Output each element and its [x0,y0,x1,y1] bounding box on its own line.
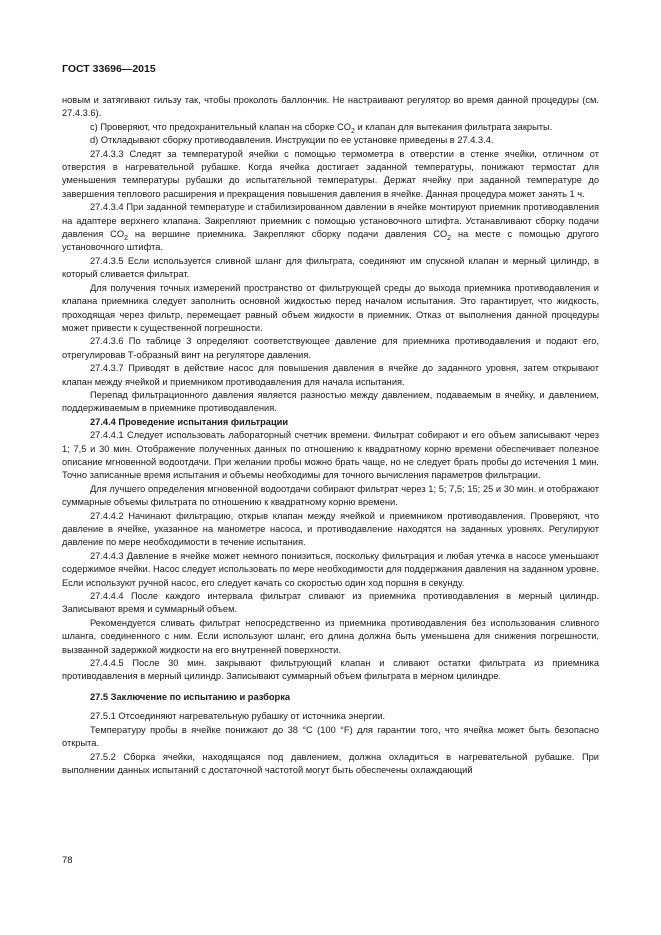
document-body [62,94,599,777]
paragraph: Для лучшего определения мгновенной водоотдачи собирают фильтрат через 1; 5; 7,5; 15; 25 и 30 мин. и отображают суммарные объемы фильтрата по отношению к квадратному корню времени. [62,483,599,508]
paragraph: 27.5.2 Сборка ячейки, находящаяся под давлением, должна охладиться в нагревательной рубашке. При выполнении данных испытаний с достаточной частотой могут быть обеспечены охлаждающий [62,751,599,775]
paragraph: 27.4.3.5 Если используется сливной шланг для фильтрата, соединяют им спускной клапан и мерный цилиндр, в который сливается фильтрат. [62,255,599,280]
paragraph: 27.4.4.3 Давление в ячейке может немного понизиться, поскольку фильтрация и любая утечка в насосе уменьшают содержимое ячейки. Насос следует использовать по мере необходимости для поддержания давления на заданном уровне. Если используют ручной насос, его следует качать со скоростью один ход поршня в секунду. [62,550,599,588]
paragraph: Рекомендуется сливать фильтрат непосредственно из приемника противодавления без использования сливного шланга, соединенного с ним. Если используют шланг, его длина должна быть уменьшена для снижения погрешности, вызванной задержкой жидкости на его внутренней поверхности. [62,617,599,655]
paragraph: 27.5.1 Отсоединяют нагревательную рубашку от источника энергии. [90,711,386,722]
paragraph: 27.4.3.4 При заданной температуре и стабилизированном давлении в ячейке монтируют приемник противодавления на адаптере верхнего клапана. Закрепляют приемник с помощью установочного штифта. Устанавливают сборку подачи давления $CO_2$ на вершине приемника. Закрепляют сборку подачи давления $CO_2$ на месте с помощью другого установочного штифта. [62,202,599,253]
paragraph: 27.4.3.7 Приводят в действие насос для повышения давления в ячейке до заданного уровня, затем открывают клапан между ячейкой и приемником противодавления для начала испытания. [62,363,599,387]
paragraph: 27.4.4.1 Следует использовать лабораторный счетчик времени. Фильтрат собирают и его объем записывают через 1; 7,5 и 30 мин. Отображение полученных данных по отношению к квадратному корню времени обеспечивает полезное описание мгновенной водоотдачи. При желании пробы можно брать чаще, но не следует брать пробы до истечения 1 мин. Точно записанные время испытания и объемы необходимы для точного вычисления параметров фильтрации. [62,430,599,481]
page-number: 78 [62,855,73,866]
section-heading: 27.4.4 Проведение испытания фильтрации [90,416,289,427]
paragraph: Перепад фильтрационного давления является разностью между давлением, подаваемым в ячейку, и давлением, поддерживаемым в приемнике противодавления. [62,389,599,414]
paragraph: Для получения точных измерений пространство от фильтрующей среды до выхода приемника противодавления и клапана приемника следует заполнить основной жидкостью перед началом испытания. Это гарантирует, что жидкость, проходящая через фильтр, перемещает равный объем жидкости в приемник. Отказ от выполнения данной процедуры может привести к существенной погрешности. [62,282,599,333]
paragraph: 27.4.4.4 После каждого интервала фильтрат сливают из приемника противодавления в мерный цилиндр. Записывают время и суммарный объем. [62,591,599,615]
document-header: ГОСТ 33696—2015 [62,63,156,75]
section-heading: 27.5 Заключение по испытанию и разборка [90,691,291,702]
paragraph: Температуру пробы в ячейке понижают до 38 °С (100 °F) для гарантии того, что ячейка может быть безопасно открыта. [62,724,599,749]
paragraph: c) Проверяют, что предохранительный клапан на сборке $CO_2$ и клапан для вытекания фильтрата закрыты. [90,121,553,135]
paragraph: 27.4.4.5 После 30 мин. закрывают фильтрующий клапан и сливают остатки фильтрата из приемника противодавления в мерный цилиндр. Записывают суммарный объем фильтрата в мерном цилиндре. [62,658,599,682]
paragraph: 27.4.3.3 Следят за температурой ячейки с помощью термометра в отверстии в стенке ячейки, отличном от отверстия в нагревательной рубашке. Когда ячейка достигает заданной температуры, понижают термостат для уменьшения температуры рубашки до испытательной температуры. Держат ячейку при заданной температуре до завершения теплового расширения и прекращения повышения давления в ячейке. Данная процедура может занять 1 ч. [62,148,599,199]
paragraph: d) Откладывают сборку противодавления. Инструкции по ее установке приведены в 27.4.3.4. [90,135,494,146]
paragraph: новым и затягивают гильзу так, чтобы проколоть баллончик. Не настраивают регулятор во время данной процедуры (см. 27.4.3.6). [62,95,599,119]
paragraph: 27.4.4.2 Начинают фильтрацию, открыв клапан между ячейкой и приемником противодавления. Проверяют, что давление в ячейке, указанное на манометре насоса, и противодавление находятся на заданных уровнях. Регулируют давление по мере необходимости в течение испытания. [62,510,599,548]
paragraph: 27.4.3.6 По таблице 3 определяют соответствующее давление для приемника противодавления и подают его, отрегулировав Т-образный винт на регуляторе давления. [62,336,599,360]
